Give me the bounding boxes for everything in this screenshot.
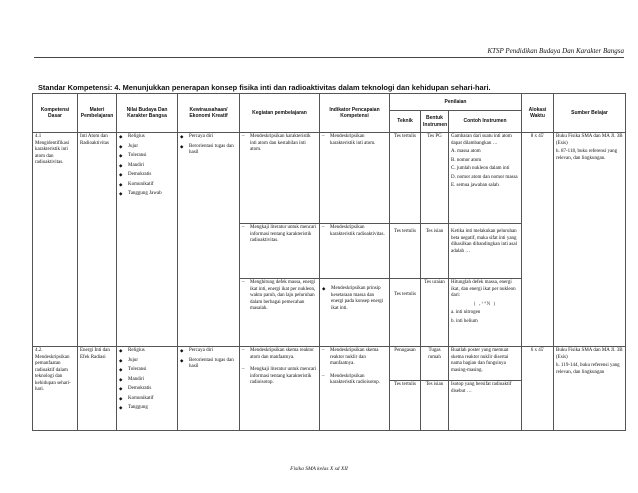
contoh-line: E. semua jawaban salah (451, 183, 499, 188)
indikator-item: – Mendeskripsikan skema reaktor nuklir dan manfaatnya. (322, 348, 387, 368)
contoh-cell (449, 133, 522, 224)
contoh-cell: Isotop yang bersifat radioaktif disebut … (449, 381, 522, 431)
alokasi-cell: 8 x 45' (522, 133, 554, 347)
page-header-title: KTSP Pendidikan Budaya Dan Karakter Bangsa (487, 47, 624, 55)
col-header-indikator: Indikator Pencapaian Kompetensi (320, 94, 390, 133)
standard-title: Standar Kompetensi: 4. Menunjukkan penerapan konsep fisika inti dan radioaktivitas dalam teknologi dan kehidupan sehari-hari. (38, 83, 491, 92)
indikator-cell (320, 347, 390, 431)
col-header-kegiatan: Kegiatan pembelajaran (240, 94, 320, 133)
kewirausahaan-item: ◆ Berorientasi tugas dan hasil (180, 358, 237, 371)
kd-cell: 4.1 Mengidentifikasi karakteristik inti atom dan radioaktivitas. (33, 133, 78, 347)
nilai-item: ◆ Toleransi (119, 367, 175, 374)
bentuk-cell: Tes uraian (421, 279, 449, 347)
contoh-line: Hitunglah defek massa, energi ikat, dan energi ikat per nukleon dari: (451, 280, 516, 298)
nilai-item: ◆ Religius (119, 348, 175, 355)
teknik-cell: Tes tertulis (390, 224, 421, 279)
nilai-item: ◆ Mandiri (119, 377, 175, 384)
kegiatan-item: – Mendeskripsikan karakteristik inti atom dan kestabilan inti atom. (242, 134, 317, 154)
kewirausahaan-item: ◆ Percaya diri (180, 348, 237, 355)
kegiatan-cell (240, 133, 320, 224)
col-header-teknik: Teknik (390, 111, 421, 133)
sumber-cell (554, 347, 626, 431)
contoh-cell (449, 279, 522, 347)
bentuk-cell: Tes PG (421, 133, 449, 224)
kewirausahaan-cell (178, 133, 240, 347)
contoh-cell: Buatlah poster yang memuat skema reaktor nuklir disertai nama bagian dan fungsinya masing-masing. (449, 347, 522, 381)
sumber-line: Buku Fisika SMA dan MA Jl. 3B (Esis) (556, 348, 623, 360)
kd-cell: 4.2. Mendeskripsikan pemanfaatan radioaktif dalam teknologi dan kehidupan sehari-hari. (33, 347, 78, 431)
nilai-item: ◆ Komunikatif (119, 396, 175, 403)
contoh-line: B. nomor atom (451, 157, 482, 163)
kegiatan-cell (240, 224, 320, 279)
bentuk-cell: Tes isian (421, 381, 449, 431)
contoh-line: Gambaran dari suatu inti atom dapat dilambangkan … (451, 134, 512, 146)
indikator-item: – Mendeskripsikan karakteristik radioaktivitas. (322, 225, 387, 238)
indikator-item: – Mendeskripsikan karakteristik inti atom. (322, 134, 387, 147)
bentuk-cell: Tugas rumah (421, 347, 449, 381)
indikator-item: – Mendeskripsikan karakteristik radioisotop. (322, 374, 387, 387)
contoh-cell: Ketika inti melakukan peluruhan beta negatif, maka sifat inti yang dihasilkan dibandingkan inti asal adalah … (449, 224, 522, 279)
nilai-cell (117, 133, 178, 347)
teknik-cell: Tes tertulis (390, 279, 421, 347)
kewirausahaan-cell (178, 347, 240, 431)
nilai-cell (117, 347, 178, 431)
kegiatan-item: – Mengkaji literatur untuk mencari informasi tentang karakteristik radioaktivitas. (242, 225, 317, 245)
contoh-line: D. nomor atom dan nomor massa (451, 174, 518, 180)
col-header-materi: Materi Pembelajaran (78, 94, 117, 133)
indikator-cell (320, 224, 390, 279)
nilai-item: ◆ Tanggung (119, 405, 175, 412)
nilai-item: ◆ Toleransi (119, 153, 175, 160)
bentuk-cell: Tes isian (421, 224, 449, 279)
nilai-item: ◆ Jujur (119, 358, 175, 365)
nilai-item: ◆ Mandiri (119, 163, 175, 170)
col-header-contoh: Contoh Instrumen (449, 111, 522, 133)
col-header-penilaian: Penilaian (390, 94, 522, 111)
kewirausahaan-item: ◆ Berorientasi tugas dan hasil (180, 144, 237, 157)
col-header-kd: Kompetensi Dasar (33, 94, 78, 133)
col-header-kewirausahaan: Kewirausahaan/ Ekonomi Kreatif (178, 94, 240, 133)
kegiatan-cell (240, 347, 320, 431)
page-footer: Fisika SMA kelas X sd XII (290, 466, 348, 472)
header-rule (34, 57, 624, 58)
teknik-cell: Tes tertulis (390, 381, 421, 431)
col-header-nilai: Nilai Budaya Dan Karakter Bangsa (117, 94, 178, 133)
contoh-line: b. inti helium (451, 318, 478, 324)
contoh-line: A. massa atom (451, 149, 481, 154)
materi-cell: Energi Inti dan Efek Radiasi (78, 347, 117, 431)
nilai-item: ◆ Religius (119, 134, 175, 141)
kegiatan-cell (240, 279, 320, 347)
kegiatan-item: – Menghitung defek massa, energi ikat inti, energi ikat per nukleon, waktu paruh, dan laju peluruhan dalam berbagai pemecahan masalah. (242, 280, 317, 313)
nilai-item: ◆ Tanggung Jawab (119, 191, 175, 198)
kegiatan-item: – Mendeskripsikan skema reaktor atom dan manfaatnya. (242, 348, 317, 361)
alokasi-cell: 6 x 45' (522, 347, 554, 431)
nilai-item: ◆ Demokratis (119, 172, 175, 179)
nilai-item: ◆ Demokratis (119, 386, 175, 393)
nilai-item: ◆ Komunikatif (119, 182, 175, 189)
teknik-cell: Tes tertulis (390, 133, 421, 224)
materi-cell: Inti Atom dan Radioaktivitas (78, 133, 117, 347)
nitrogen-formula: ( ₇¹⁴N ) (473, 301, 497, 307)
contoh-line: C. jumlah nukleon dalam inti (451, 166, 510, 171)
sumber-line: h. 119-144, buku referensi yang relevan, dan lingkungan (556, 363, 620, 375)
sumber-line: h. 87-118, buku referensi yang relevan, dan lingkungan. (556, 149, 618, 161)
kewirausahaan-item: ◆ Percaya diri (180, 134, 237, 141)
nilai-item: ◆ Jujur (119, 144, 175, 151)
col-header-sumber: Sumber Belajar (554, 94, 626, 133)
contoh-line: a. inti nitrogen (451, 310, 481, 315)
sumber-line: Buku Fisika SMA dan MA Jl. 3B (Esis) (556, 134, 623, 146)
sumber-cell (554, 133, 626, 347)
indikator-cell (320, 279, 390, 347)
indikator-cell (320, 133, 390, 224)
indikator-item: ◆ Mendeskripsikan prinsip kesetaraan massa dan energi pada konsep energi ikat inti. (322, 286, 387, 312)
col-header-bentuk: Bentuk Instrumen (421, 111, 449, 133)
col-header-alokasi: Alokasi Waktu (522, 94, 554, 133)
kegiatan-item: – Mengkaji literatur untuk mencari informasi tentang karakteristik radioisotop. (242, 367, 317, 387)
syllabus-table (32, 93, 626, 431)
teknik-cell: Penugasan (390, 347, 421, 381)
